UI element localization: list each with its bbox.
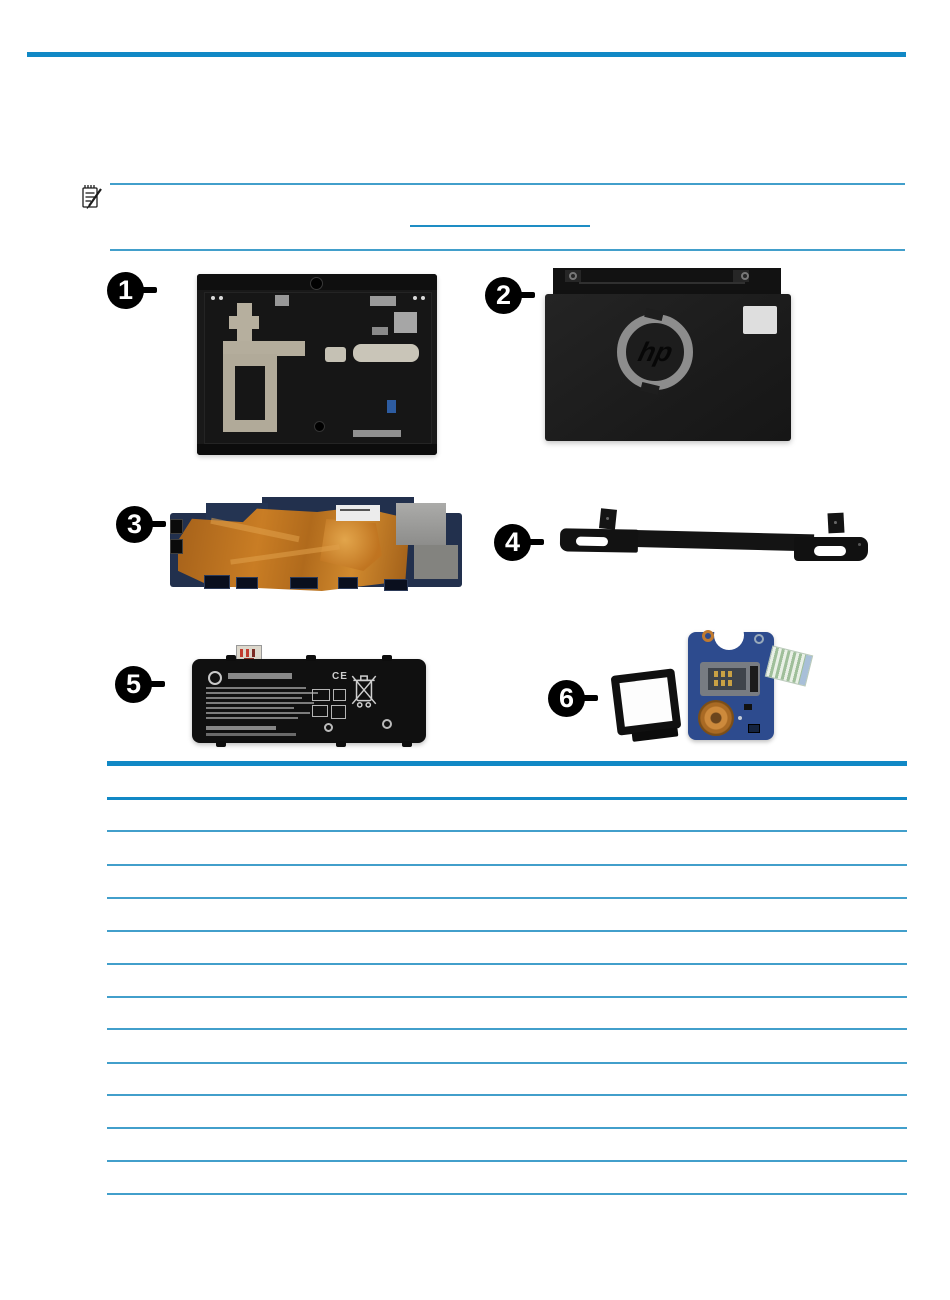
battery-body xyxy=(192,659,426,743)
frame-cutout xyxy=(353,430,401,437)
frame-bottom-strip xyxy=(197,444,437,455)
battery-tab xyxy=(336,741,346,747)
label-line xyxy=(206,692,318,694)
ribbon-end xyxy=(799,655,812,686)
label-line xyxy=(206,712,310,714)
callout-1 xyxy=(107,272,144,309)
callout-4-number: 4 xyxy=(504,527,521,557)
copper-pad xyxy=(702,630,714,642)
frame-cutout xyxy=(229,316,259,329)
table-row-line xyxy=(107,1028,907,1030)
solder-dot xyxy=(738,716,742,720)
label-icon-box xyxy=(333,689,346,701)
usb-connector xyxy=(170,539,183,554)
label-barcode-line xyxy=(206,733,296,736)
callout-1-number: 1 xyxy=(117,275,134,305)
trash-bin-icon xyxy=(348,671,380,711)
cover-light-cutout xyxy=(743,306,777,334)
connector-wire xyxy=(246,649,249,657)
small-component xyxy=(748,724,760,733)
callout-4 xyxy=(494,524,531,561)
label-line xyxy=(206,702,314,704)
label-line xyxy=(206,687,306,689)
header-rule xyxy=(27,52,906,57)
hinge-line xyxy=(579,282,745,284)
board-notch xyxy=(714,620,744,650)
card-reader-board xyxy=(688,632,774,740)
note-rule-bottom xyxy=(110,249,905,251)
label-serial-line xyxy=(206,726,276,730)
frame-cutout xyxy=(325,347,346,362)
callout-3-number: 3 xyxy=(126,509,143,539)
callout-2 xyxy=(485,277,522,314)
clip-hole xyxy=(606,517,609,520)
frame-ring-cutout xyxy=(223,354,277,432)
table-top-bar xyxy=(107,761,907,766)
label-icon-box xyxy=(312,689,330,701)
callout-2-number: 2 xyxy=(495,280,512,310)
screw-dot xyxy=(211,296,215,300)
battery-tab xyxy=(216,741,226,747)
screw-dot xyxy=(219,296,223,300)
frame-blue-chip xyxy=(387,400,396,413)
sim-pin xyxy=(728,680,732,686)
battery-tab xyxy=(382,655,392,661)
table-row-line xyxy=(107,1094,907,1096)
frame-hole xyxy=(314,421,325,432)
screw-hole xyxy=(754,634,764,644)
ce-mark: CE xyxy=(332,671,348,682)
hp-logo-ring xyxy=(617,314,693,390)
frame-cutout xyxy=(372,327,388,335)
screw-dot xyxy=(413,296,417,300)
table-row-line xyxy=(107,897,907,899)
table-row-line xyxy=(107,1062,907,1064)
frame-cutout xyxy=(275,295,289,306)
battery-tab xyxy=(226,655,236,661)
sim-tray xyxy=(611,668,682,735)
table-header-rule xyxy=(107,797,907,800)
label-icon-box xyxy=(312,705,328,717)
table-row-line xyxy=(107,1160,907,1162)
label-line xyxy=(206,697,302,699)
bracket-image xyxy=(560,505,870,565)
heatsink xyxy=(396,503,446,545)
copper-coil xyxy=(698,700,734,736)
bracket-end-left xyxy=(560,528,638,552)
note-icon xyxy=(81,184,103,210)
frame-cutout xyxy=(394,312,417,333)
sim-pin xyxy=(728,671,732,677)
clip-hole xyxy=(834,521,837,524)
table-row-line xyxy=(107,1127,907,1129)
board-connector xyxy=(338,577,358,589)
display-frame-image xyxy=(197,274,437,455)
bracket-slot xyxy=(576,537,608,547)
bracket-hole xyxy=(858,543,861,546)
table-row-line xyxy=(107,1193,907,1195)
table-row-line xyxy=(107,864,907,866)
bracket-slot xyxy=(814,546,846,556)
sim-pin xyxy=(721,671,725,677)
connector-wire xyxy=(252,649,255,657)
system-board-image xyxy=(170,497,462,597)
note-rule-top xyxy=(110,183,905,185)
bracket-clip xyxy=(599,508,617,530)
sim-connector xyxy=(700,662,760,696)
hinge-screw xyxy=(741,272,749,280)
ul-ring-icon xyxy=(324,723,333,732)
small-component xyxy=(744,704,752,710)
table-row-line xyxy=(107,930,907,932)
bracket-clip xyxy=(827,513,844,534)
label-line xyxy=(206,717,298,719)
sim-pin xyxy=(721,680,725,686)
battery-image xyxy=(186,645,432,747)
usb-connector xyxy=(170,519,183,534)
label-line xyxy=(206,707,294,709)
bracket-rail xyxy=(618,530,814,552)
hp-logo: hp xyxy=(634,336,676,367)
board-connector xyxy=(290,577,318,589)
connector-wire xyxy=(240,649,243,657)
heatsink xyxy=(414,545,458,579)
note-hyperlink[interactable] xyxy=(410,225,590,227)
sim-tray-handle xyxy=(632,727,679,742)
back-cover-image xyxy=(545,268,791,441)
frame-cutout xyxy=(353,344,419,362)
callout-6-number: 6 xyxy=(558,683,575,713)
board-label-line xyxy=(340,509,370,511)
sim-pin xyxy=(714,671,718,677)
label-title-line xyxy=(228,673,292,679)
screw-dot xyxy=(421,296,425,300)
sim-parts-image xyxy=(612,628,808,746)
board-connector xyxy=(204,575,230,589)
table-row-line xyxy=(107,830,907,832)
board-connector xyxy=(236,577,258,589)
table-row-line xyxy=(107,996,907,998)
bracket-end-right xyxy=(794,537,868,561)
board-label xyxy=(336,505,380,521)
sim-connector-edge xyxy=(750,666,758,692)
battery-tab xyxy=(306,655,316,661)
cert-ring-icon xyxy=(382,719,392,729)
frame-cutout xyxy=(370,296,396,306)
battery-tab xyxy=(402,741,412,747)
callout-5-number: 5 xyxy=(125,669,142,699)
sim-pin xyxy=(714,680,718,686)
hinge-screw xyxy=(569,272,577,280)
callout-6 xyxy=(548,680,585,717)
board-connector xyxy=(384,579,408,591)
camera-hole xyxy=(310,277,323,290)
callout-5 xyxy=(115,666,152,703)
callout-3 xyxy=(116,506,153,543)
label-icon-box xyxy=(331,705,346,719)
table-row-line xyxy=(107,963,907,965)
hp-logo-small xyxy=(208,671,222,685)
